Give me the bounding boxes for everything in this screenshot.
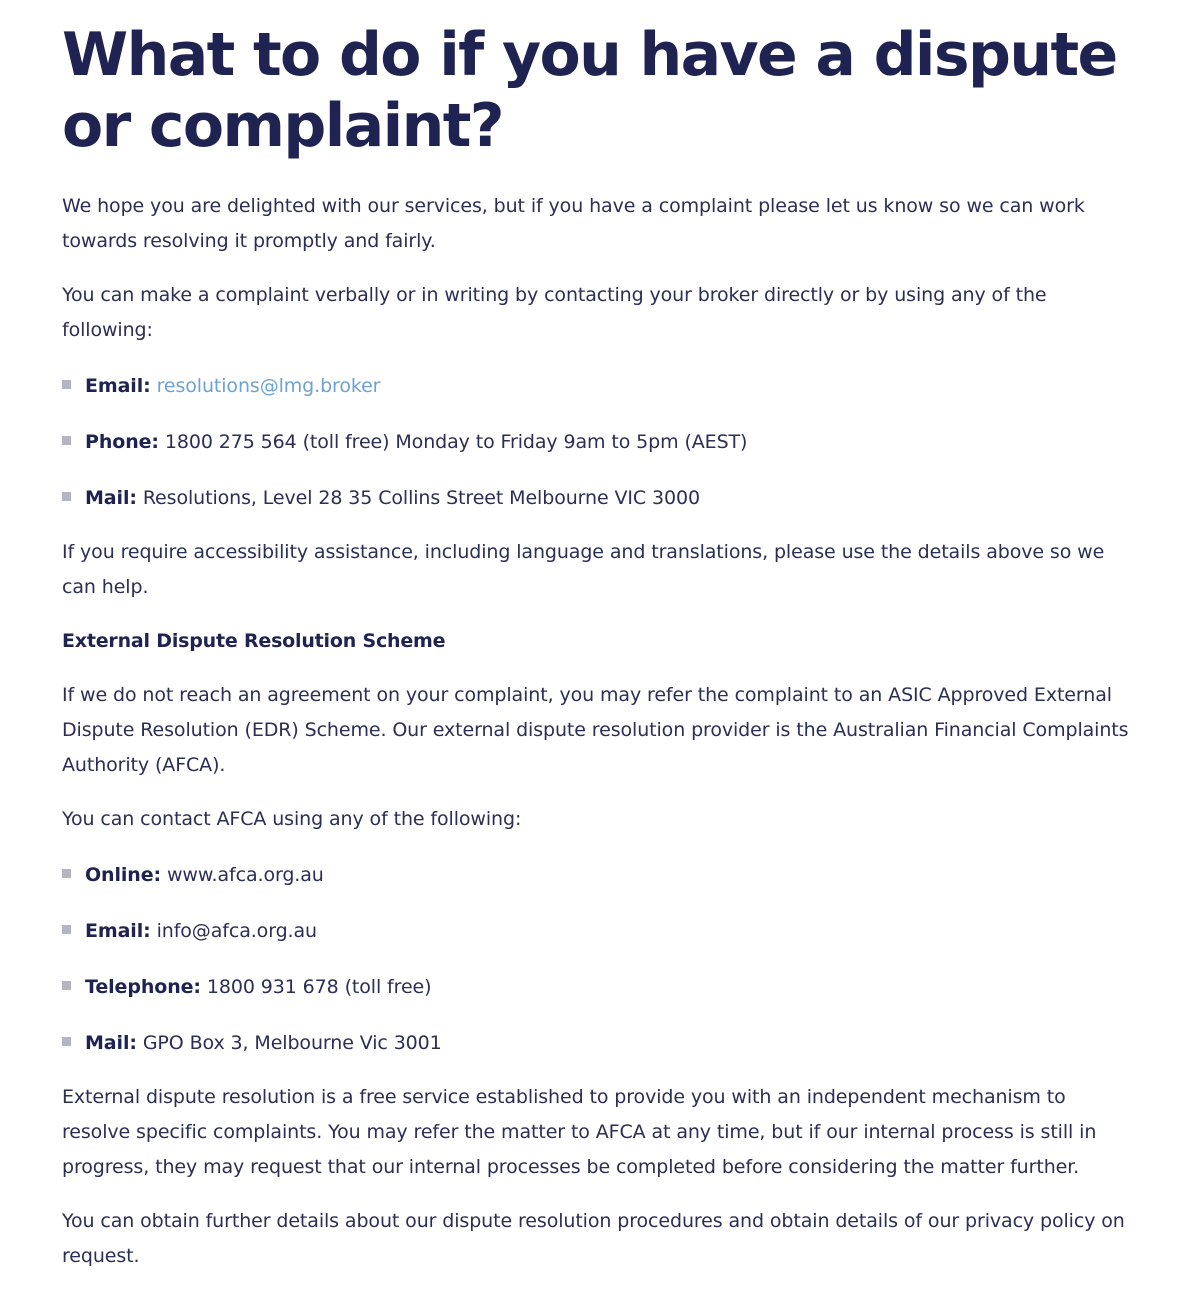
contact-label: Phone: — [85, 431, 159, 453]
intro-paragraph: We hope you are delighted with our services, but if you have a complaint please let us know so we can work towards resolving it promptly and fairly. — [62, 195, 1085, 252]
complaint-contact-list — [62, 369, 1135, 516]
list-item-phone — [62, 425, 1135, 460]
square-bullet-icon — [62, 492, 71, 501]
list-item-email — [62, 369, 1135, 404]
square-bullet-icon — [62, 380, 71, 389]
contact-value: Resolutions, Level 28 35 Collins Street Melbourne VIC 3000 — [142, 487, 700, 509]
list-item-mail — [62, 481, 1135, 516]
contact-label: Mail: — [85, 487, 137, 509]
accessibility-paragraph: If you require accessibility assistance, including language and translations, please use the details above so we can help. — [62, 541, 1105, 598]
contact-label: Online: — [85, 864, 162, 886]
edr-heading: External Dispute Resolution Scheme — [62, 630, 446, 652]
afca-contact-intro: You can contact AFCA using any of the following: — [62, 808, 522, 830]
contact-value: 1800 931 678 (toll free) — [206, 976, 432, 998]
square-bullet-icon — [62, 436, 71, 445]
contact-label: Email: — [85, 920, 151, 942]
square-bullet-icon — [62, 1037, 71, 1046]
square-bullet-icon — [62, 869, 71, 878]
resolutions-email-link[interactable]: resolutions@lmg.broker — [156, 375, 381, 397]
edr-free-paragraph: External dispute resolution is a free service established to provide you with an independent mechanism to resolve specific complaints. You may refer the matter to AFCA at any time, but if our internal process is still in progress, they may request that our internal processes be completed before considering the matter further. — [62, 1086, 1097, 1178]
contact-value: GPO Box 3, Melbourne Vic 3001 — [142, 1032, 442, 1054]
contact-value: 1800 275 564 (toll free) Monday to Friday 9am to 5pm (AEST) — [164, 431, 748, 453]
afca-contact-list — [62, 858, 1135, 1061]
square-bullet-icon — [62, 925, 71, 934]
square-bullet-icon — [62, 981, 71, 990]
list-item-telephone — [62, 970, 1135, 1005]
contact-label: Telephone: — [85, 976, 201, 998]
list-item-mail — [62, 1026, 1135, 1061]
list-item-email — [62, 914, 1135, 949]
contact-label: Email: — [85, 375, 151, 397]
make-complaint-paragraph: You can make a complaint verbally or in writing by contacting your broker directly or by using any of the following: — [62, 284, 1047, 341]
contact-label: Mail: — [85, 1032, 137, 1054]
contact-value: www.afca.org.au — [166, 864, 324, 886]
edr-paragraph: If we do not reach an agreement on your complaint, you may refer the complaint to an ASIC Approved External Dispute Resolution (EDR) Scheme. Our external dispute resolution provider is the Australian Financial Complaints Authority (AFCA). — [62, 684, 1129, 776]
page-title: What to do if you have a dispute or complaint? — [62, 20, 1117, 161]
list-item-online — [62, 858, 1135, 893]
contact-value: info@afca.org.au — [156, 920, 317, 942]
further-details-paragraph: You can obtain further details about our dispute resolution procedures and obtain details of our privacy policy on request. — [62, 1210, 1125, 1267]
